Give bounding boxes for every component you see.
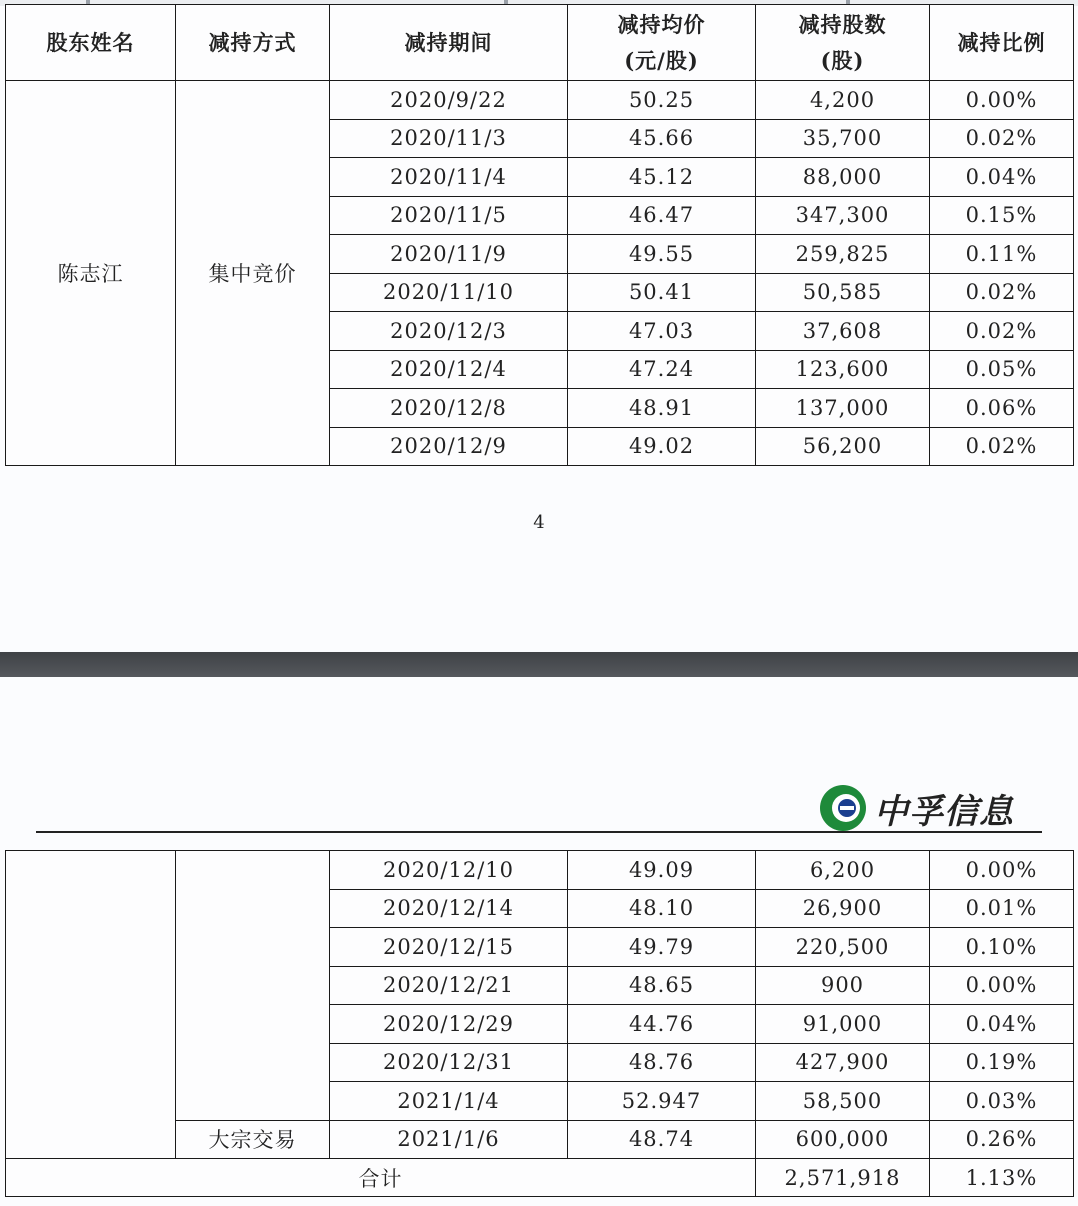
ratio-cell: 0.04%	[930, 158, 1074, 197]
price-cell: 44.76	[568, 1005, 756, 1044]
header-shares-line2: (股)	[820, 47, 865, 73]
price-cell: 49.02	[568, 427, 756, 466]
price-cell: 48.10	[568, 889, 756, 928]
shares-cell: 123,600	[756, 350, 930, 389]
date-cell: 2020/12/31	[330, 1043, 568, 1082]
shares-cell: 259,825	[756, 235, 930, 274]
header-rule	[36, 831, 1042, 833]
table-total-row	[6, 1159, 1074, 1197]
price-cell: 46.47	[568, 196, 756, 235]
ratio-cell: 0.00%	[930, 851, 1074, 890]
header-shares	[756, 5, 930, 81]
ratio-cell: 0.19%	[930, 1043, 1074, 1082]
header-price	[568, 5, 756, 81]
price-cell: 48.74	[568, 1120, 756, 1159]
date-cell: 2020/12/4	[330, 350, 568, 389]
shares-cell: 900	[756, 966, 930, 1005]
ratio-cell: 0.00%	[930, 81, 1074, 120]
price-cell: 50.41	[568, 273, 756, 312]
table-header-row	[6, 5, 1074, 81]
price-cell: 48.65	[568, 966, 756, 1005]
shares-cell: 600,000	[756, 1120, 930, 1159]
shares-cell: 88,000	[756, 158, 930, 197]
price-cell: 49.55	[568, 235, 756, 274]
shares-cell: 58,500	[756, 1082, 930, 1121]
date-cell: 2020/12/3	[330, 312, 568, 351]
total-label: 合计	[6, 1159, 756, 1197]
ratio-cell: 0.02%	[930, 119, 1074, 158]
shares-cell: 50,585	[756, 273, 930, 312]
shares-cell: 91,000	[756, 1005, 930, 1044]
date-cell: 2020/11/5	[330, 196, 568, 235]
ratio-cell: 0.11%	[930, 235, 1074, 274]
price-cell: 47.24	[568, 350, 756, 389]
holder-name-cell: 陈志江	[6, 81, 176, 466]
ratio-cell: 0.01%	[930, 889, 1074, 928]
reduction-table-page-4	[5, 4, 1074, 466]
holder-name-cell-continued	[6, 851, 176, 1159]
method-cell: 集中竞价	[176, 81, 330, 466]
date-cell: 2020/12/15	[330, 928, 568, 967]
shares-cell: 220,500	[756, 928, 930, 967]
price-cell: 48.91	[568, 389, 756, 428]
header-price-line2: (元/股)	[624, 47, 699, 73]
shares-cell: 35,700	[756, 119, 930, 158]
price-cell: 49.09	[568, 851, 756, 890]
header-shares-line1: 减持股数	[798, 11, 887, 37]
ratio-cell: 0.26%	[930, 1120, 1074, 1159]
zhongfu-logo-icon	[818, 783, 868, 833]
shares-cell: 56,200	[756, 427, 930, 466]
header-holder: 股东姓名	[6, 5, 176, 81]
price-cell: 49.79	[568, 928, 756, 967]
table-row	[6, 81, 1074, 120]
total-ratio: 1.13%	[930, 1159, 1074, 1197]
header-method: 减持方式	[176, 5, 330, 81]
company-logo	[818, 780, 1048, 836]
date-cell: 2020/11/4	[330, 158, 568, 197]
ratio-cell: 0.06%	[930, 389, 1074, 428]
method-cell-block-trade: 大宗交易	[176, 1120, 330, 1159]
price-cell: 45.66	[568, 119, 756, 158]
header-price-line1: 减持均价	[617, 11, 706, 37]
header-ratio: 减持比例	[930, 5, 1074, 81]
ratio-cell: 0.04%	[930, 1005, 1074, 1044]
ratio-cell: 0.02%	[930, 312, 1074, 351]
method-cell-continued	[176, 851, 330, 1121]
ratio-cell: 0.02%	[930, 427, 1074, 466]
price-cell: 47.03	[568, 312, 756, 351]
price-cell: 50.25	[568, 81, 756, 120]
price-cell: 45.12	[568, 158, 756, 197]
ratio-cell: 0.02%	[930, 273, 1074, 312]
total-shares: 2,571,918	[756, 1159, 930, 1197]
date-cell: 2020/12/21	[330, 966, 568, 1005]
ratio-cell: 0.03%	[930, 1082, 1074, 1121]
date-cell: 2021/1/4	[330, 1082, 568, 1121]
ratio-cell: 0.05%	[930, 350, 1074, 389]
shares-cell: 427,900	[756, 1043, 930, 1082]
reduction-table-page-5	[5, 850, 1074, 1197]
date-cell: 2020/11/10	[330, 273, 568, 312]
shares-cell: 37,608	[756, 312, 930, 351]
page-divider	[0, 652, 1078, 677]
date-cell: 2020/12/14	[330, 889, 568, 928]
price-cell: 52.947	[568, 1082, 756, 1121]
price-cell: 48.76	[568, 1043, 756, 1082]
date-cell: 2020/11/3	[330, 119, 568, 158]
date-cell: 2020/12/10	[330, 851, 568, 890]
date-cell: 2020/12/9	[330, 427, 568, 466]
date-cell: 2020/11/9	[330, 235, 568, 274]
date-cell: 2021/1/6	[330, 1120, 568, 1159]
shares-cell: 4,200	[756, 81, 930, 120]
date-cell: 2020/12/8	[330, 389, 568, 428]
logo-text: 中孚信息	[874, 791, 1014, 832]
table-row	[6, 851, 1074, 890]
page-number: 4	[533, 512, 545, 533]
header-period: 减持期间	[330, 5, 568, 81]
shares-cell: 26,900	[756, 889, 930, 928]
ratio-cell: 0.00%	[930, 966, 1074, 1005]
date-cell: 2020/12/29	[330, 1005, 568, 1044]
ratio-cell: 0.15%	[930, 196, 1074, 235]
shares-cell: 137,000	[756, 389, 930, 428]
ratio-cell: 0.10%	[930, 928, 1074, 967]
date-cell: 2020/9/22	[330, 81, 568, 120]
shares-cell: 347,300	[756, 196, 930, 235]
shares-cell: 6,200	[756, 851, 930, 890]
